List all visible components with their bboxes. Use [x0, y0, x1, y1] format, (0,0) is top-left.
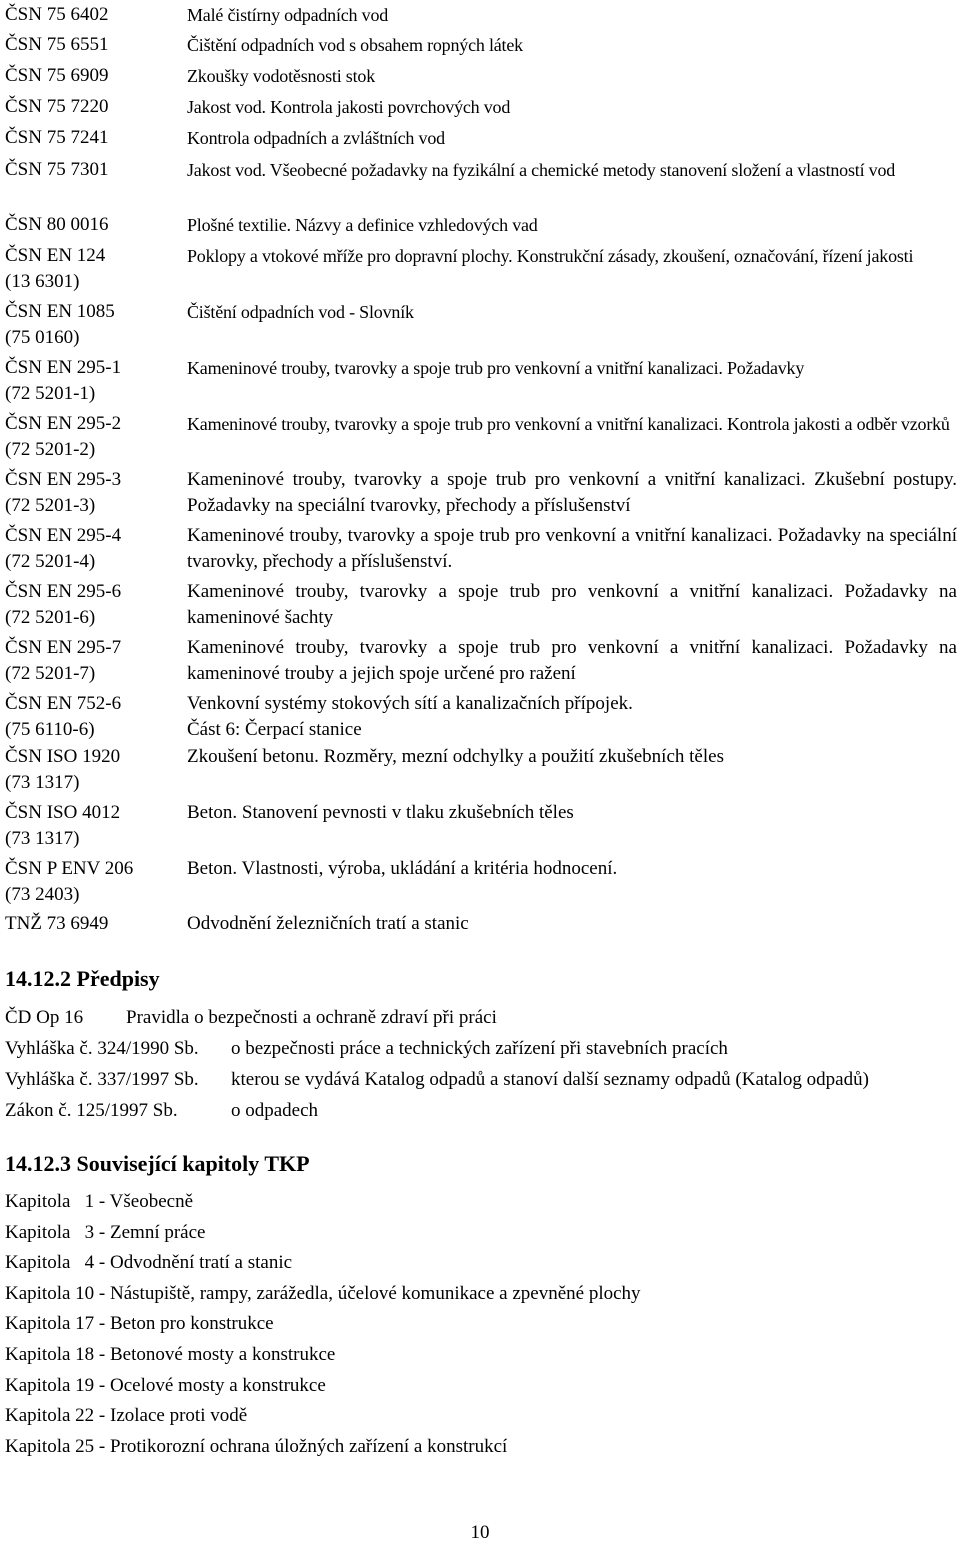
chapter-item: Kapitola 4 - Odvodnění tratí a stanic — [5, 1252, 293, 1274]
standard-code: ČSN EN 1085 (75 0160) — [5, 301, 115, 348]
standard-title: Beton. Vlastnosti, výroba, ukládání a kritéria hodnocení. — [187, 858, 618, 879]
chapter-item: Kapitola 18 - Betonové mosty a konstrukce — [5, 1344, 336, 1365]
standard-code: ČSN EN 295-3 (72 5201-3) — [5, 469, 122, 516]
standard-title: Kontrola odpadních a zvláštních vod — [187, 128, 445, 148]
standard-title: Zkoušky vodotěsnosti stok — [187, 66, 376, 86]
standard-code: ČSN EN 295-6 (72 5201-6) — [5, 581, 122, 628]
standard-title: Malé čistírny odpadních vod — [187, 5, 389, 25]
standard-title: Beton. Stanovení pevnosti v tlaku zkušebních těles — [187, 802, 574, 823]
standard-code: ČSN EN 295-7 (72 5201-7) — [5, 637, 122, 684]
regulation-code: ČD Op 16 — [5, 1007, 84, 1028]
chapter-item: Kapitola 1 - Všeobecně — [5, 1191, 194, 1212]
standard-code: ČSN EN 295-1 (72 5201-1) — [5, 357, 122, 404]
page-number: 10 — [470, 1522, 490, 1543]
chapter-item: Kapitola 25 - Protikorozní ochrana úložných zařízení a konstrukcí — [5, 1435, 508, 1457]
standard-code: ČSN 75 7241 — [5, 127, 109, 148]
chapter-item: Kapitola 10 - Nástupiště, rampy, zarážedla, účelové komunikace a zpevněné plochy — [5, 1282, 641, 1304]
chapter-item: Kapitola 19 - Ocelové mosty a konstrukce — [5, 1374, 326, 1396]
standard-code: TNŽ 73 6949 — [5, 913, 109, 934]
standard-code: ČSN 75 7301 — [5, 159, 109, 180]
standard-code: ČSN ISO 4012 (73 1317) — [5, 802, 121, 849]
regulation-title: kterou se vydává Katalog odpadů a stanoví další seznamy odpadů (Katalog odpadů) — [231, 1069, 869, 1090]
chapter-item: Kapitola 22 - Izolace proti vodě — [5, 1405, 248, 1427]
standard-code: ČSN ISO 1920 (73 1317) — [5, 746, 121, 793]
standard-title: Venkovní systémy stokových sítí a kanalizačních přípojek. Část 6: Čerpací stanice — [187, 693, 633, 740]
standard-title: Kameninové trouby, tvarovky a spoje trub pro venkovní a vnitřní kanalizaci. Požadavky na speciální tvarovky, přechody a příslušenství. — [187, 525, 957, 572]
standard-title: Jakost vod. Kontrola jakosti povrchových vod — [187, 97, 511, 117]
standard-code: ČSN 80 0016 — [5, 214, 109, 235]
standard-title: Plošné textilie. Názvy a definice vzhledových vad — [187, 215, 538, 235]
standard-title: Čištění odpadních vod - Slovník — [187, 302, 414, 322]
standard-title: Kameninové trouby, tvarovky a spoje trub pro venkovní a vnitřní kanalizaci. Kontrola jakosti a odběr vzorků — [187, 414, 950, 434]
standard-title: Poklopy a vtokové mříže pro dopravní plochy. Konstrukční zásady, zkoušení, označování, řízení jakosti — [187, 246, 914, 266]
standard-code: ČSN EN 752-6 (75 6110-6) — [5, 693, 122, 740]
standard-title: Čištění odpadních vod s obsahem ropných látek — [187, 35, 523, 55]
chapter-item: Kapitola 17 - Beton pro konstrukce — [5, 1313, 274, 1335]
section-heading-chapters: 14.12.3 Související kapitoly TKP — [5, 1151, 310, 1176]
standard-code: ČSN 75 6402 — [5, 4, 109, 25]
regulation-title: o odpadech — [231, 1100, 319, 1121]
regulation-code: Vyhláška č. 337/1997 Sb. — [5, 1069, 199, 1090]
regulation-code: Vyhláška č. 324/1990 Sb. — [5, 1038, 199, 1059]
section-heading-regulations: 14.12.2 Předpisy — [5, 966, 160, 991]
standard-title: Kameninové trouby, tvarovky a spoje trub pro venkovní a vnitřní kanalizaci. Požadavky na kameninové šachty — [187, 581, 957, 628]
regulation-code: Zákon č. 125/1997 Sb. — [5, 1100, 178, 1121]
standard-title: Odvodnění železničních tratí a stanic — [187, 913, 469, 934]
standard-code: ČSN 75 6551 — [5, 34, 109, 55]
standard-code: ČSN P ENV 206 (73 2403) — [5, 858, 134, 905]
standard-code: ČSN 75 7220 — [5, 96, 109, 117]
regulation-title: Pravidla o bezpečnosti a ochraně zdraví při práci — [126, 1007, 497, 1028]
standard-code: ČSN EN 295-4 (72 5201-4) — [5, 525, 122, 572]
standard-title: Kameninové trouby, tvarovky a spoje trub pro venkovní a vnitřní kanalizaci. Požadavky — [187, 358, 805, 378]
standard-title: Kameninové trouby, tvarovky a spoje trub pro venkovní a vnitřní kanalizaci. Požadavky na kameninové trouby a jejich spoje určené pro ražení — [187, 637, 957, 684]
standard-code: ČSN EN 124 (13 6301) — [5, 245, 106, 292]
standard-code: ČSN 75 6909 — [5, 65, 109, 86]
standard-title: Jakost vod. Všeobecné požadavky na fyzikální a chemické metody stanovení složení a vlastností vod — [187, 160, 896, 180]
standard-title: Kameninové trouby, tvarovky a spoje trub pro venkovní a vnitřní kanalizaci. Zkušební postupy. Požadavky na speciální tvarovky, přechody a příslušenství — [187, 469, 957, 516]
regulation-title: o bezpečnosti práce a technických zařízení při stavebních pracích — [231, 1038, 728, 1059]
standard-code: ČSN EN 295-2 (72 5201-2) — [5, 413, 122, 460]
standard-title: Zkoušení betonu. Rozměry, mezní odchylky a použití zkušebních těles — [187, 746, 724, 767]
chapter-item: Kapitola 3 - Zemní práce — [5, 1221, 206, 1243]
